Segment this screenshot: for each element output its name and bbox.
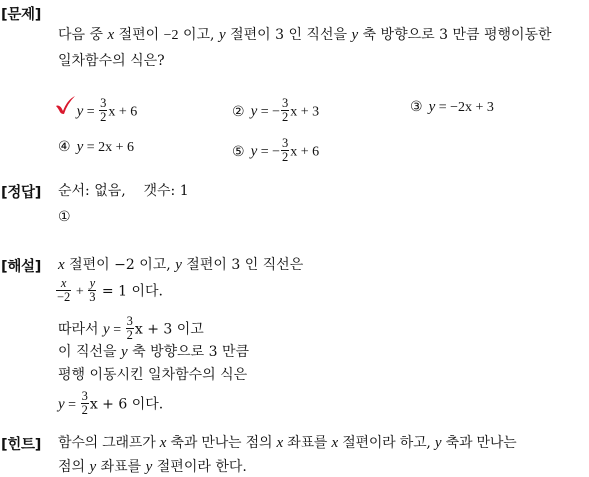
fraction: $\frac{x}{-2}$ xyxy=(57,276,71,304)
hint-label: [힌트] xyxy=(1,437,42,453)
choice-2[interactable]: ② y = − $\frac{3}{2}$ x + 3 xyxy=(232,96,320,124)
fraction: $\frac{3}{2}$ xyxy=(282,136,289,164)
explanation-line-1: x 절편이 −2 이고, y 절편이 3 인 직선은 xyxy=(58,257,304,273)
choice-5[interactable]: ⑤ y = − $\frac{3}{2}$ x + 6 xyxy=(232,136,320,164)
choice-3[interactable]: ③ y = −2x + 3 xyxy=(410,99,494,115)
fraction: $\frac{3}{2}$ xyxy=(282,96,289,124)
choice-1[interactable]: y = $\frac{3}{2}$ x + 6 xyxy=(76,96,138,124)
explanation-line-2: $\frac{x}{-2}$ + $\frac{y}{3}$ = 1 이다. xyxy=(57,276,163,304)
explanation-line-5: 평행 이동시킨 일차함수의 식은 xyxy=(58,367,248,383)
answer-line-2: ① xyxy=(58,209,71,225)
problem-line-2: 일차함수의 식은? xyxy=(58,53,165,69)
problem-label: [문제] xyxy=(1,7,42,23)
fraction: $\frac{y}{3}$ xyxy=(89,276,96,304)
fraction: $\frac{3}{2}$ xyxy=(81,389,88,417)
explanation-label: [해설] xyxy=(1,259,42,275)
explanation-line-3: 따라서 y = $\frac{3}{2}$ x + 3 이고 xyxy=(58,314,204,342)
fraction: $\frac{3}{2}$ xyxy=(126,314,133,342)
hint-line-2: 점의 y 좌표를 y 절편이라 한다. xyxy=(58,459,247,475)
problem-line-1: 다음 중 x 절편이 −2 이고, y 절편이 3 인 직선을 y 축 방향으로 3 만큼 평행이동한 xyxy=(58,27,552,43)
explanation-line-6: y = $\frac{3}{2}$ x + 6 이다. xyxy=(58,389,164,417)
choice-4[interactable]: ④ y = 2x + 6 xyxy=(58,139,135,155)
hint-line-1: 함수의 그래프가 x 축과 만나는 점의 x 좌표를 x 절편이라 하고, y 축과 만나는 xyxy=(58,435,517,451)
answer-line-1: 순서: 없음, 갯수: 1 xyxy=(58,183,189,199)
choice-1-rest: x + 6 xyxy=(108,104,138,120)
answer-label: [정답] xyxy=(1,185,42,201)
fraction: $\frac{3}{2}$ xyxy=(100,96,107,124)
explanation-line-4: 이 직선을 y 축 방향으로 3 만큼 xyxy=(58,344,250,360)
